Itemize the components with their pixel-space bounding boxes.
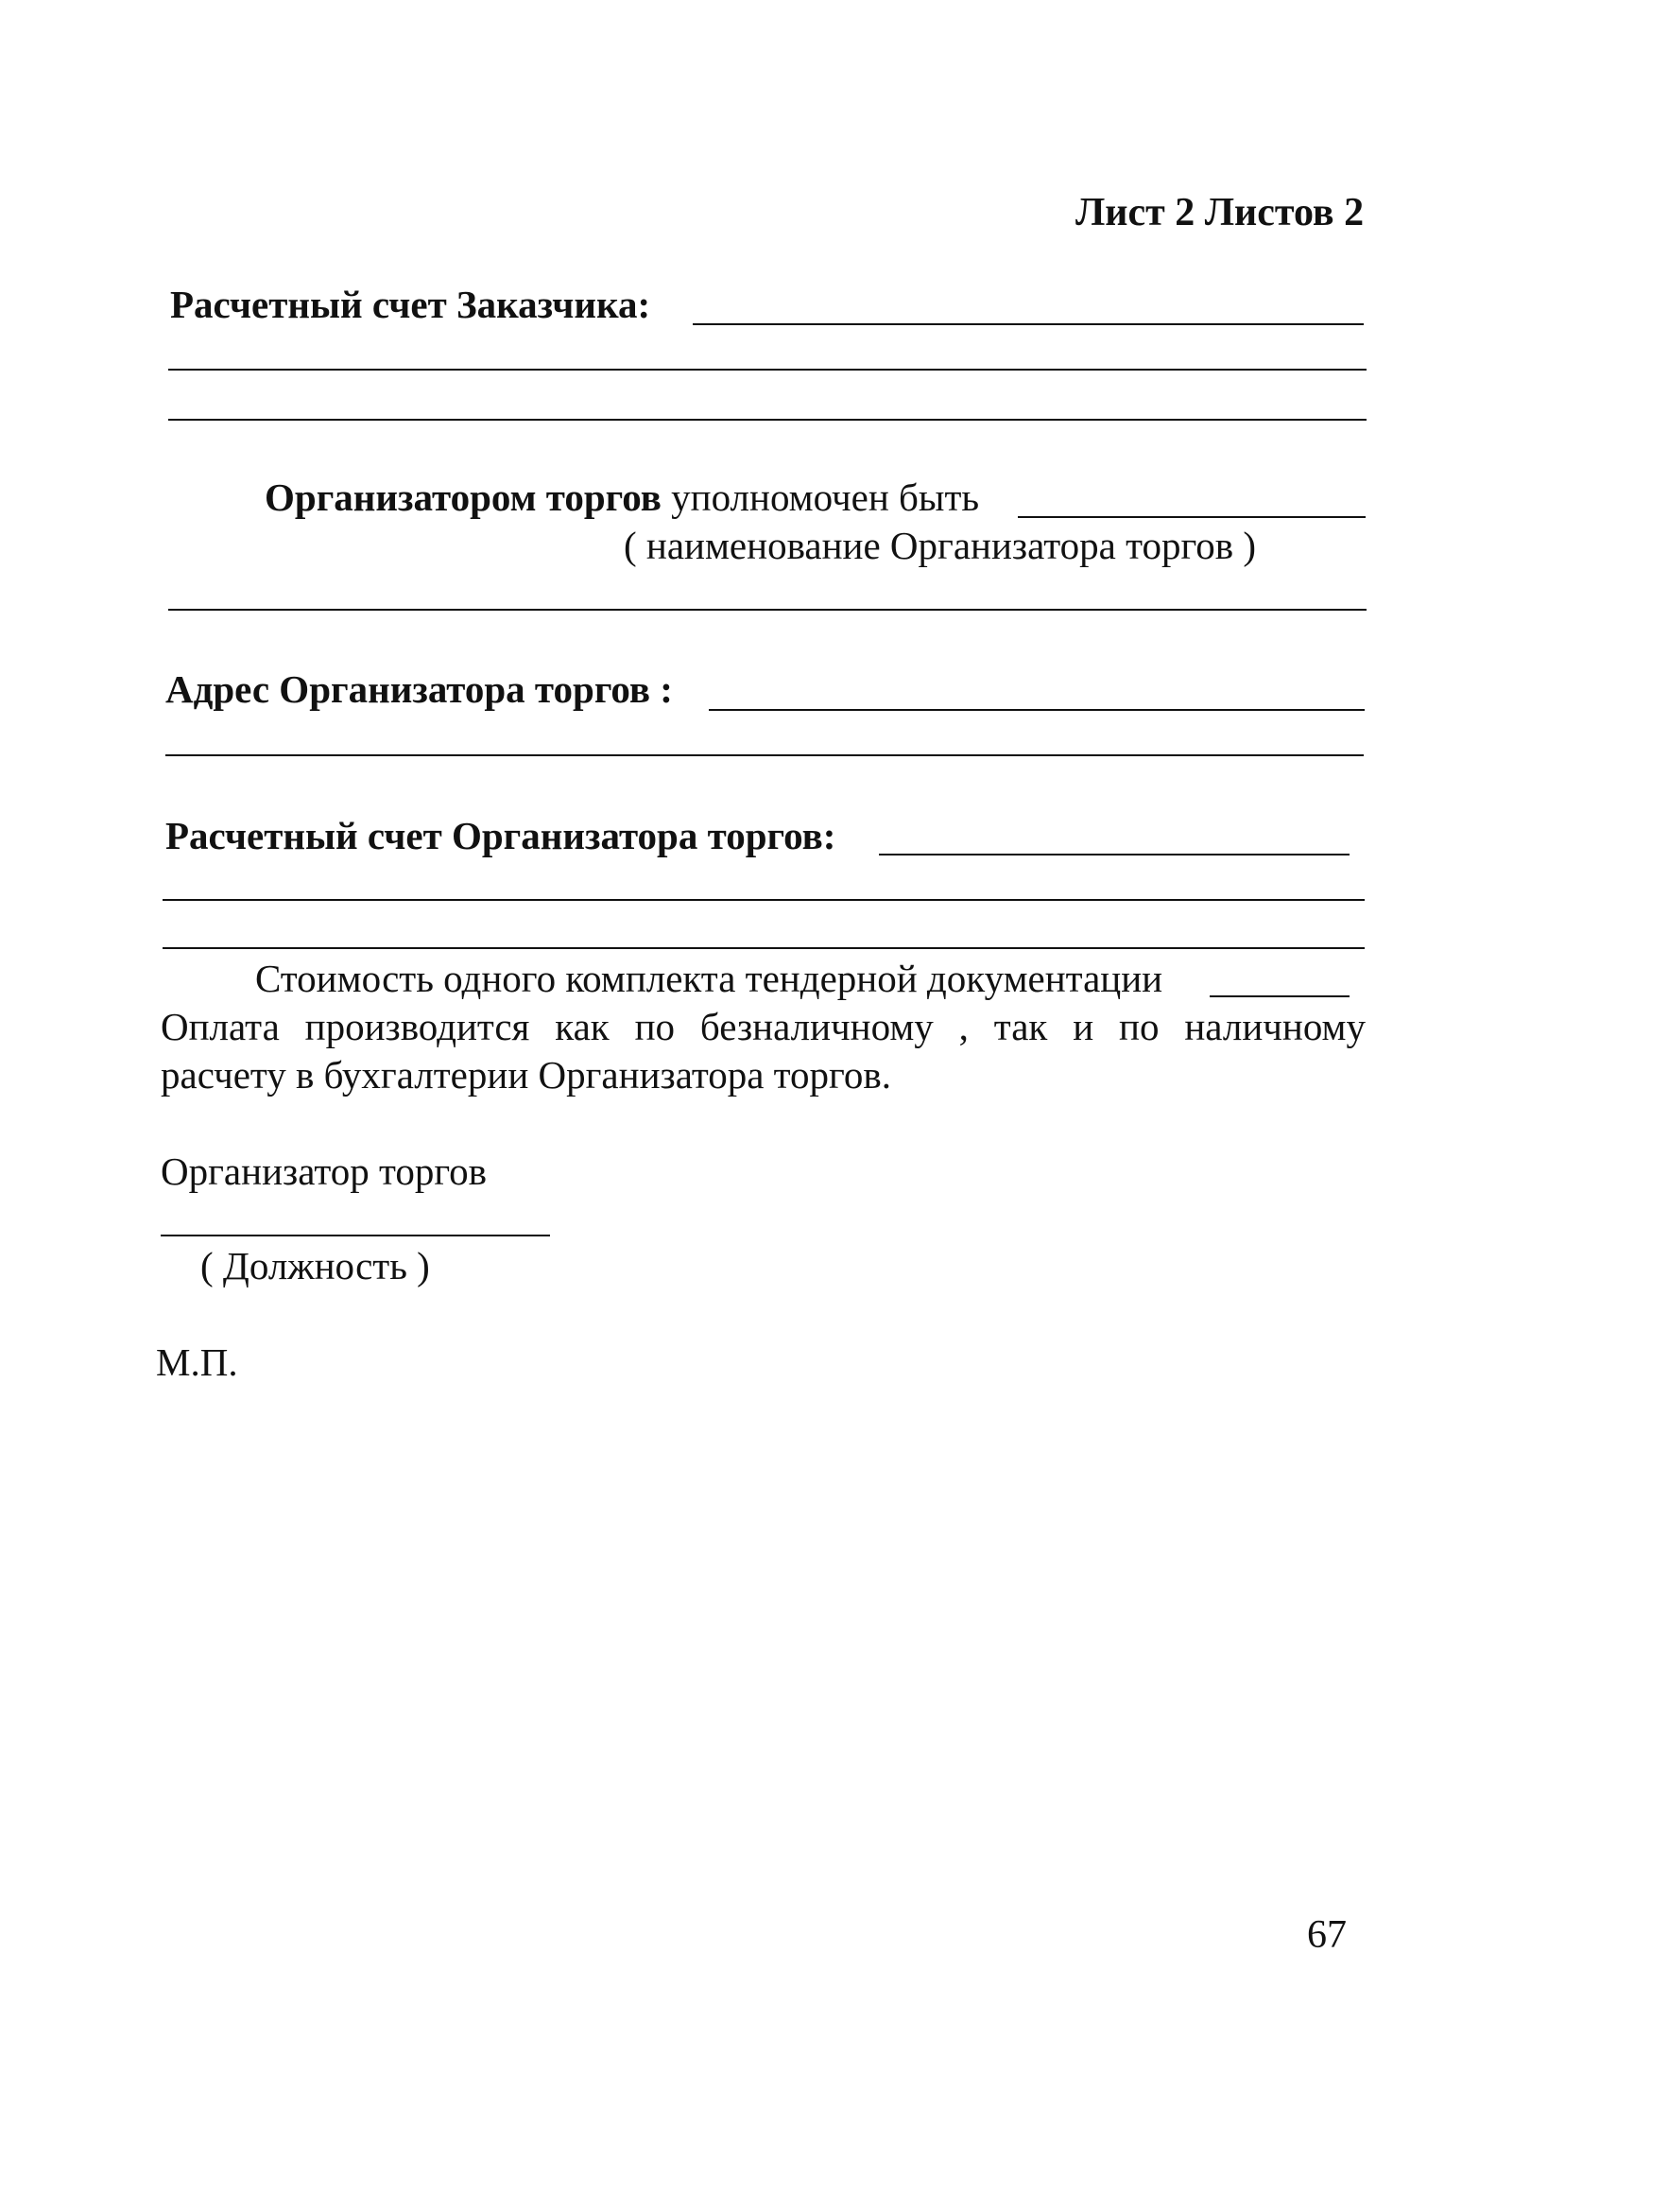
cost-line-2: Оплата производится как по безналичному , так и по наличному xyxy=(161,1005,1366,1048)
stamp-label: М.П. xyxy=(156,1340,238,1384)
organizer-label-bold: Организатором торгов xyxy=(265,475,662,519)
position-caption: ( Должность ) xyxy=(200,1244,430,1287)
organizer-statement xyxy=(265,475,979,521)
customer-account-line-1 xyxy=(693,323,1364,325)
signature-title: Организатор торгов xyxy=(161,1149,487,1193)
organizer-name-line xyxy=(1018,516,1366,518)
organizer-name-line-2 xyxy=(168,609,1367,611)
customer-account-line-3 xyxy=(168,419,1367,421)
organizer-account-line-2 xyxy=(163,899,1365,901)
cost-line-3: расчету в бухгалтерии Организатора торгов. xyxy=(161,1053,891,1097)
cost-amount-line xyxy=(1210,995,1350,997)
customer-account-line-2 xyxy=(168,369,1367,371)
sheet-label: Лист 2 Листов 2 xyxy=(1075,191,1365,234)
page-number: 67 xyxy=(1307,1913,1347,1957)
organizer-address-label: Адрес Организатора торгов : xyxy=(165,667,673,711)
organizer-account-line-1 xyxy=(879,854,1350,855)
customer-account-label: Расчетный счет Заказчика: xyxy=(170,283,651,326)
organizer-name-caption: ( наименование Организатора торгов ) xyxy=(624,524,1257,567)
signature-line xyxy=(161,1235,550,1236)
organizer-address-line-2 xyxy=(165,754,1364,756)
organizer-label-rest: уполномочен быть xyxy=(671,475,980,519)
organizer-account-line-3 xyxy=(163,947,1365,949)
organizer-account-label: Расчетный счет Организатора торгов: xyxy=(165,814,836,857)
organizer-address-line-1 xyxy=(709,709,1365,711)
cost-line-1: Стоимость одного комплекта тендерной документации xyxy=(255,957,1163,1000)
